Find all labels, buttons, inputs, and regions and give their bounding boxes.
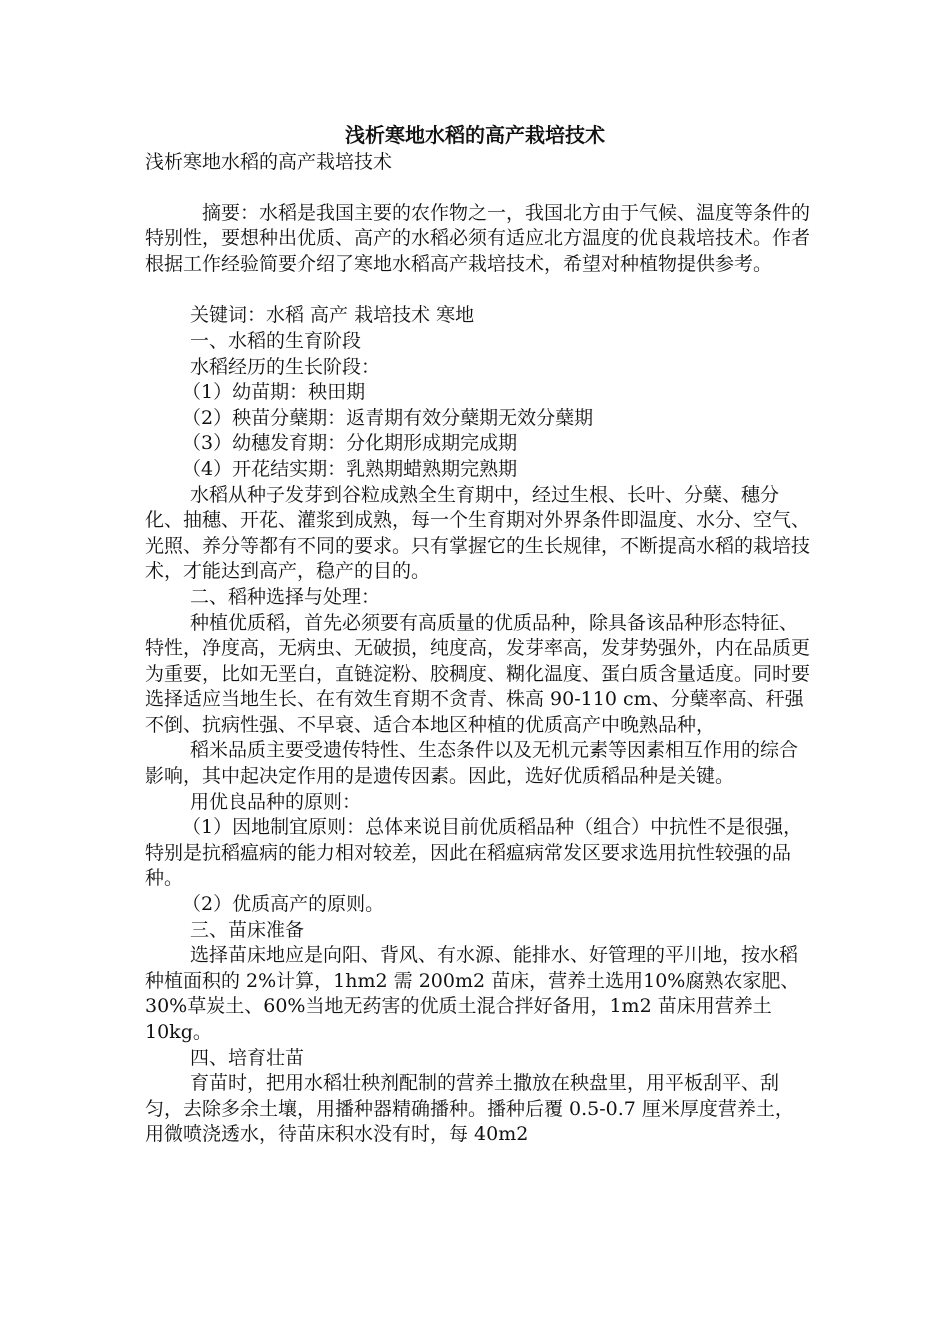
- document-subtitle: 浅析寒地水稻的高产栽培技术: [145, 151, 393, 173]
- section-2-paragraph-1: 种植优质稻，首先必须要有高质量的优质品种，除具备该品种形态特征、特性，净度高，无病虫、无破损，纯度高，发芽率高，发芽势强外，内在品质更为重要，比如无垩白，直链淀粉、胶稠度、糊化温度、蛋白质含量适度。同时要选择适应当地生长、在有效生育期不贪青、株高 90-110 cm、分蘖率高、秆强不倒、抗病性强、不早衰、适合本地区种植的优质高产中晚熟品种，: [145, 611, 811, 736]
- document-body: [145, 150, 810, 1148]
- stage-item: （4）开花结实期：乳熟期蜡熟期完熟期: [182, 457, 518, 480]
- keywords-line: 关键词：水稻 高产 栽培技术 寒地: [190, 304, 475, 327]
- section-2-principle-1: （1）因地制宜原则：总体来说目前优质稻品种（组合）中抗性不是很强，特别是抗稻瘟病的能力相对较差，因此在稻瘟病常发区要求选用抗性较强的品种。: [145, 816, 803, 890]
- document-title: 浅析寒地水稻的高产栽培技术: [345, 123, 605, 147]
- stage-item: （1）幼苗期：秧田期: [182, 381, 366, 404]
- stage-item: （2）秧苗分蘖期：返青期有效分蘖期无效分蘖期: [182, 406, 594, 429]
- section-4-paragraph: 育苗时，把用水稻壮秧剂配制的营养土撒放在秧盘里，用平板刮平、刮匀，去除多余土壤，用播种器精确播种。播种后覆 0.5-0.7 厘米厚度营养土，用微喷浇透水，待苗床积水没有时，每 40m2: [145, 1072, 794, 1146]
- section-2-paragraph-2: 稻米品质主要受遗传特性、生态条件以及无机元素等因素相互作用的综合影响，其中起决定作用的是遗传因素。因此，选好优质稻品种是关键。: [145, 739, 799, 788]
- section-1-paragraph: 水稻从种子发芽到谷粒成熟全生育期中，经过生根、长叶、分蘖、穗分化、抽穗、开花、灌浆到成熟，每一个生育期对外界条件即温度、水分、空气、光照、养分等都有不同的要求。只有掌握它的生长规律，不断提高水稻的栽培技术，才能达到高产，稳产的目的。: [145, 483, 811, 583]
- section-4-heading: 四、培育壮苗: [190, 1046, 305, 1069]
- section-3-heading: 三、苗床准备: [190, 918, 305, 941]
- stage-item: （3）幼穗发育期：分化期形成期完成期: [182, 432, 518, 455]
- section-2-principle-heading: 用优良品种的原则：: [190, 790, 362, 813]
- section-2-principle-2: （2）优质高产的原则。: [182, 893, 385, 916]
- section-1-intro: 水稻经历的生长阶段：: [190, 355, 381, 378]
- abstract-paragraph: 摘要：水稻是我国主要的农作物之一，我国北方由于气候、温度等条件的特别性，要想种出优质、高产的水稻必须有适应北方温度的优良栽培技术。作者根据工作经验简要介绍了寒地水稻高产栽培技术，希望对种植物提供参考。: [145, 201, 811, 275]
- section-3-paragraph: 选择苗床地应是向阳、背风、有水源、能排水、好管理的平川地，按水稻种植面积的 2%计算，1hm2 需 200m2 苗床，营养土选用10%腐熟农家肥、30%草炭土、60%当地无药害的优质土混合拌好备用，1m2 苗床用营养土 10kg。: [145, 944, 800, 1043]
- section-2-heading: 二、稻种选择与处理：: [190, 585, 381, 608]
- section-1-heading: 一、水稻的生育阶段: [190, 329, 362, 352]
